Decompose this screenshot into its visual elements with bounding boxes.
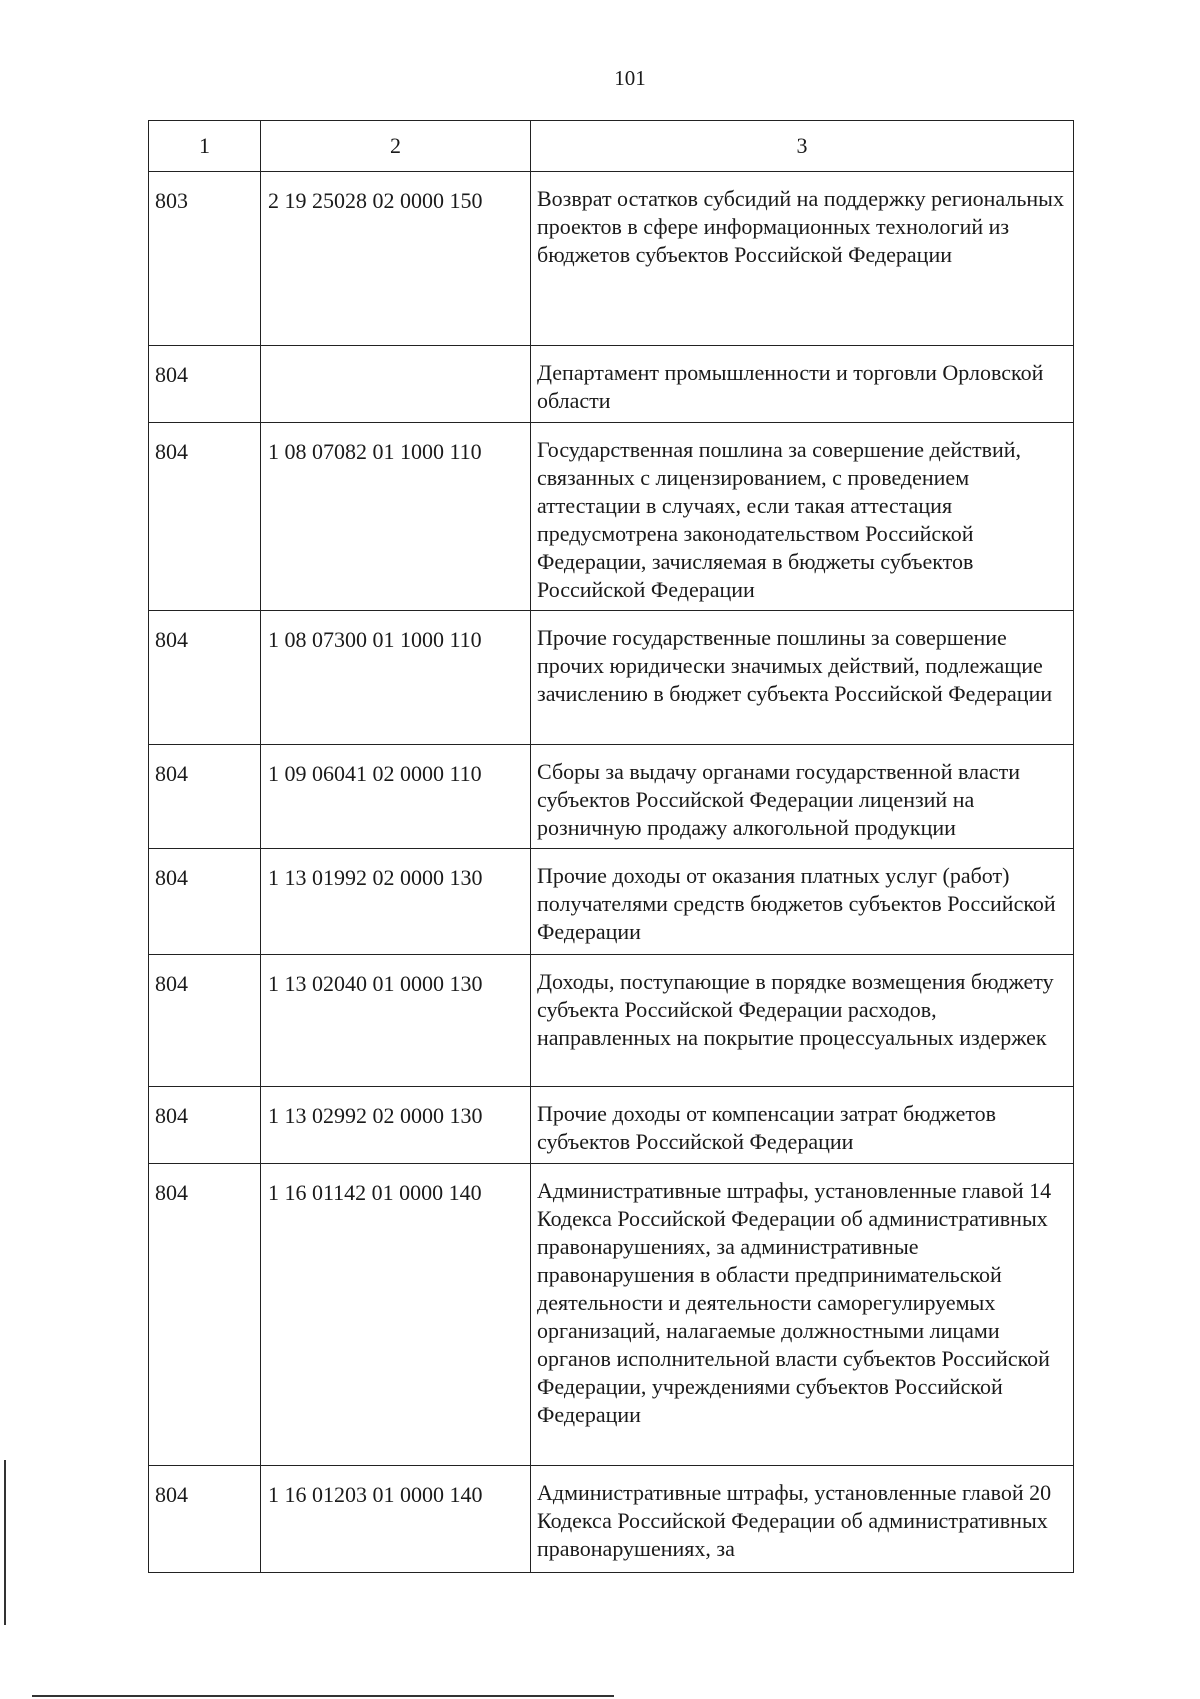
- revenue-code-cell: [261, 346, 531, 423]
- revenue-code-cell: 2 19 25028 02 0000 150: [261, 172, 531, 346]
- revenue-code-cell: 1 16 01142 01 0000 140: [261, 1164, 531, 1466]
- revenue-code-cell: 1 08 07300 01 1000 110: [261, 611, 531, 745]
- admin-code-cell: 804: [149, 1466, 261, 1573]
- table-row: [149, 423, 1074, 611]
- admin-code-cell: 804: [149, 1164, 261, 1466]
- revenue-name-cell: Административные штрафы, установленные главой 20 Кодекса Российской Федерации об административных правонарушениях, за: [531, 1466, 1074, 1573]
- admin-code-cell: 804: [149, 849, 261, 955]
- scan-bottom-line: [32, 1695, 614, 1697]
- table-row: [149, 1466, 1074, 1573]
- revenue-code-cell: 1 08 07082 01 1000 110: [261, 423, 531, 611]
- admin-code-cell: 804: [149, 745, 261, 849]
- revenue-name-cell: Прочие доходы от компенсации затрат бюджетов субъектов Российской Федерации: [531, 1087, 1074, 1164]
- admin-code-cell: 804: [149, 611, 261, 745]
- table-row: [149, 849, 1074, 955]
- admin-code-cell: 804: [149, 1087, 261, 1164]
- table-row: [149, 955, 1074, 1087]
- revenue-code-cell: 1 13 01992 02 0000 130: [261, 849, 531, 955]
- page-number: 101: [614, 66, 646, 90]
- revenue-code-cell: 1 09 06041 02 0000 110: [261, 745, 531, 849]
- table-row: [149, 745, 1074, 849]
- column-header-2: 2: [261, 121, 531, 172]
- admin-code-cell: 804: [149, 423, 261, 611]
- revenue-name-cell: Доходы, поступающие в порядке возмещения бюджету субъекта Российской Федерации расходов, направленных на покрытие процессуальных издержек: [531, 955, 1074, 1087]
- revenue-name-cell: Департамент промышленности и торговли Орловской области: [531, 346, 1074, 423]
- column-header-1: 1: [149, 121, 261, 172]
- admin-code-cell: 804: [149, 955, 261, 1087]
- revenue-code-cell: 1 13 02992 02 0000 130: [261, 1087, 531, 1164]
- table-row: [149, 346, 1074, 423]
- revenue-name-cell: Возврат остатков субсидий на поддержку региональных проектов в сфере информационных технологий из бюджетов субъектов Российской Федерации: [531, 172, 1074, 346]
- revenue-name-cell: Сборы за выдачу органами государственной власти субъектов Российской Федерации лицензий на розничную продажу алкогольной продукции: [531, 745, 1074, 849]
- scan-edge-line: [4, 1460, 6, 1625]
- revenue-name-cell: Государственная пошлина за совершение действий, связанных с лицензированием, с проведением аттестации в случаях, если такая аттестация предусмотрена законодательством Российской Федерации, зачисляемая в бюджеты субъектов Российской Федерации: [531, 423, 1074, 611]
- revenue-name-cell: Прочие государственные пошлины за совершение прочих юридически значимых действий, подлежащие зачислению в бюджет субъекта Российской Федерации: [531, 611, 1074, 745]
- table-row: [149, 172, 1074, 346]
- admin-code-cell: 803: [149, 172, 261, 346]
- table-row: [149, 1164, 1074, 1466]
- revenue-name-cell: Прочие доходы от оказания платных услуг (работ) получателями средств бюджетов субъектов Российской Федерации: [531, 849, 1074, 955]
- admin-code-cell: 804: [149, 346, 261, 423]
- revenue-code-cell: 1 13 02040 01 0000 130: [261, 955, 531, 1087]
- table-row: [149, 1087, 1074, 1164]
- table-header-row: [149, 121, 1074, 172]
- table-row: [149, 611, 1074, 745]
- column-header-3: 3: [531, 121, 1074, 172]
- revenue-code-cell: 1 16 01203 01 0000 140: [261, 1466, 531, 1573]
- budget-revenue-table: [148, 120, 1074, 1573]
- revenue-name-cell: Административные штрафы, установленные главой 14 Кодекса Российской Федерации об административных правонарушениях, за административные правонарушения в области предпринимательской деятельности и деятельности саморегулируемых организаций, налагаемые должностными лицами органов исполнительной власти субъектов Российской Федерации, учреждениями субъектов Российской Федерации: [531, 1164, 1074, 1466]
